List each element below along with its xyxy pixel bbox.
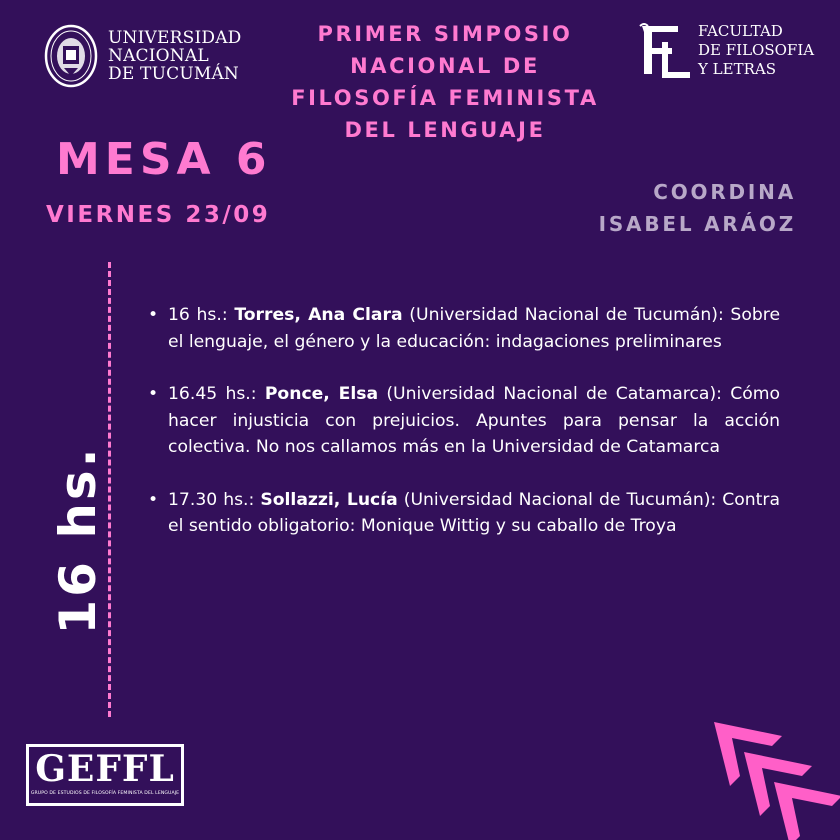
- university-name-line: NACIONAL: [108, 46, 209, 66]
- talk-affiliation: (Universidad Nacional de Tucumán):: [403, 489, 717, 510]
- coordinator-block: [599, 176, 796, 240]
- talk-time: 16 hs.:: [168, 305, 228, 325]
- talk-item: [146, 381, 780, 461]
- faculty-name-line: FACULTAD: [698, 22, 783, 40]
- talk-speaker: Torres, Ana Clara: [234, 305, 403, 325]
- talk-title: Contra el sentido obligatorio: Monique Wittig y su caballo de Troya: [168, 489, 780, 536]
- title-line: NACIONAL DE: [350, 54, 540, 78]
- talk-affiliation: (Universidad Nacional de Tucumán):: [409, 305, 724, 325]
- geffl-logo-name: GEFFL: [35, 748, 175, 790]
- faculty-logo: [636, 22, 814, 82]
- bullet-icon: •: [148, 384, 159, 404]
- title-line: DEL LENGUAJE: [344, 118, 546, 142]
- talk-list: [146, 302, 780, 566]
- ffyl-logo-icon: [636, 22, 692, 82]
- university-name-line: UNIVERSIDAD: [108, 28, 242, 48]
- title-line: FILOSOFÍA FEMINISTA: [291, 86, 599, 110]
- talk-item: [146, 302, 780, 355]
- session-hour: 16 hs.: [49, 445, 107, 635]
- dashed-divider: [108, 262, 111, 717]
- geffl-logo: [26, 744, 184, 806]
- coordina-label: COORDINA: [653, 180, 796, 204]
- university-name-line: DE TUCUMÁN: [108, 64, 240, 84]
- talk-affiliation: (Universidad Nacional de Catamarca):: [386, 384, 722, 404]
- faculty-name-line: Y LETRAS: [698, 60, 776, 78]
- talk-item: [146, 487, 780, 540]
- talk-speaker: Sollazzi, Lucía: [260, 489, 398, 510]
- talk-title: Sobre el lenguaje, el género y la educación: indagaciones preliminares: [168, 305, 781, 352]
- title-line: PRIMER SIMPOSIO: [317, 22, 573, 46]
- talk-time: 17.30 hs.:: [168, 489, 255, 510]
- university-seal-icon: [44, 24, 98, 88]
- session-heading: MESA 6: [56, 134, 272, 185]
- symposium-title: [270, 18, 620, 146]
- faculty-name-line: DE FILOSOFIA: [698, 41, 815, 59]
- talk-time: 16.45 hs.:: [168, 384, 257, 404]
- talk-title: Cómo hacer injusticia con prejuicios. Apuntes para pensar la acción colectiva. No nos callamos más en la Universidad de Catamarca: [168, 384, 780, 457]
- bullet-icon: •: [148, 305, 159, 325]
- chevrons-icon: [700, 712, 840, 840]
- bullet-icon: •: [148, 489, 159, 510]
- geffl-logo-subtitle: GRUPO DE ESTUDIOS DE FILOSOFÍA FEMINISTA DEL LENGUAJE: [30, 791, 180, 796]
- university-name: [108, 29, 242, 83]
- session-date: VIERNES 23/09: [46, 202, 271, 228]
- talk-speaker: Ponce, Elsa: [264, 384, 379, 404]
- coordinator-name: ISABEL ARÁOZ: [598, 212, 796, 236]
- faculty-name: [698, 22, 814, 79]
- unt-logo: [44, 24, 242, 88]
